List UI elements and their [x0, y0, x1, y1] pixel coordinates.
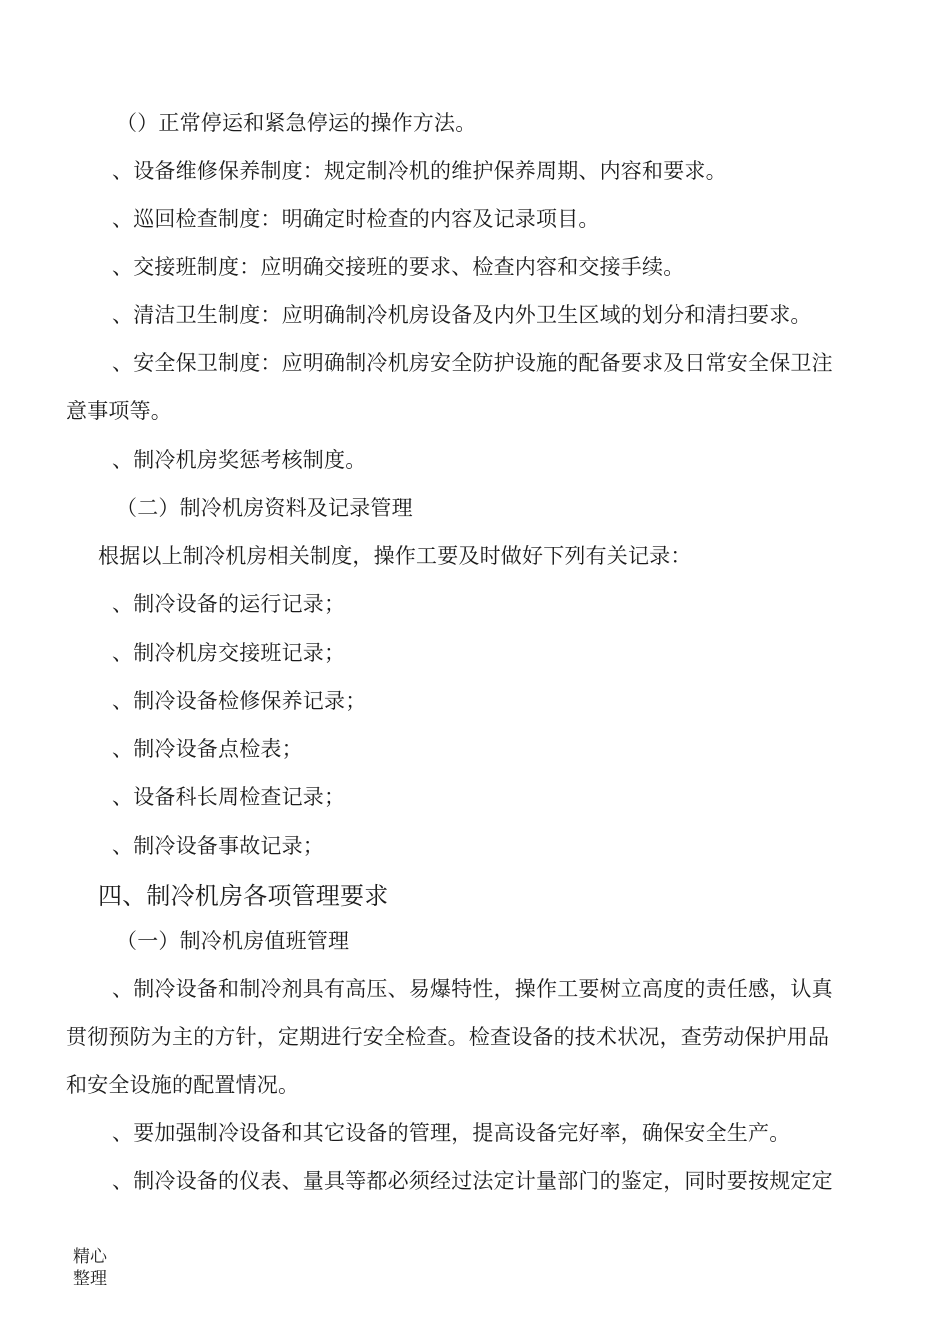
list-item: 、制冷机房交接班记录； [112, 641, 346, 665]
text-line: 、制冷设备的仪表、量具等都必须经过法定计量部门的鉴定，同时要按规定定 [112, 1169, 833, 1193]
list-item: 、制冷设备检修保养记录； [112, 689, 367, 713]
text-line: 、安全保卫制度：应明确制冷机房安全防护设施的配备要求及日常安全保卫注 [112, 351, 833, 375]
text-line: 和安全设施的配置情况。 [66, 1073, 300, 1097]
text-line: 、设备维修保养制度：规定制冷机的维护保养周期、内容和要求。 [112, 159, 727, 183]
list-item: 、制冷设备点检表； [112, 737, 303, 761]
section-heading: 四、制冷机房各项管理要求 [98, 882, 389, 910]
text-line: 、制冷机房奖惩考核制度。 [112, 448, 367, 472]
text-line: 、交接班制度：应明确交接班的要求、检查内容和交接手续。 [112, 255, 685, 279]
footer-note [73, 1246, 107, 1290]
text-line: 贯彻预防为主的方针，定期进行安全检查。检查设备的技术状况，查劳动保护用品 [66, 1025, 830, 1049]
text-line: 、制冷设备和制冷剂具有高压、易爆特性，操作工要树立高度的责任感，认真 [112, 977, 833, 1001]
text-line: 、要加强制冷设备和其它设备的管理，提高设备完好率，确保安全生产。 [112, 1121, 791, 1145]
list-item: 、制冷设备的运行记录； [112, 592, 346, 616]
list-item: 、设备科长周检查记录； [112, 785, 346, 809]
text-line: 、清洁卫生制度：应明确制冷机房设备及内外卫生区域的划分和清扫要求。 [112, 303, 812, 327]
footer-line: 精心 [73, 1247, 107, 1267]
section-subheading: （一）制冷机房值班管理 [116, 929, 350, 953]
footer-line: 整理 [73, 1269, 107, 1289]
text-line: 根据以上制冷机房相关制度，操作工要及时做好下列有关记录： [98, 544, 692, 568]
text-line: 意事项等。 [66, 399, 172, 423]
list-item: 、制冷设备事故记录； [112, 834, 324, 858]
section-subheading: （二）制冷机房资料及记录管理 [116, 496, 413, 520]
text-line: 、巡回检查制度：明确定时检查的内容及记录项目。 [112, 207, 600, 231]
text-line: （）正常停运和紧急停运的操作方法。 [116, 111, 477, 135]
